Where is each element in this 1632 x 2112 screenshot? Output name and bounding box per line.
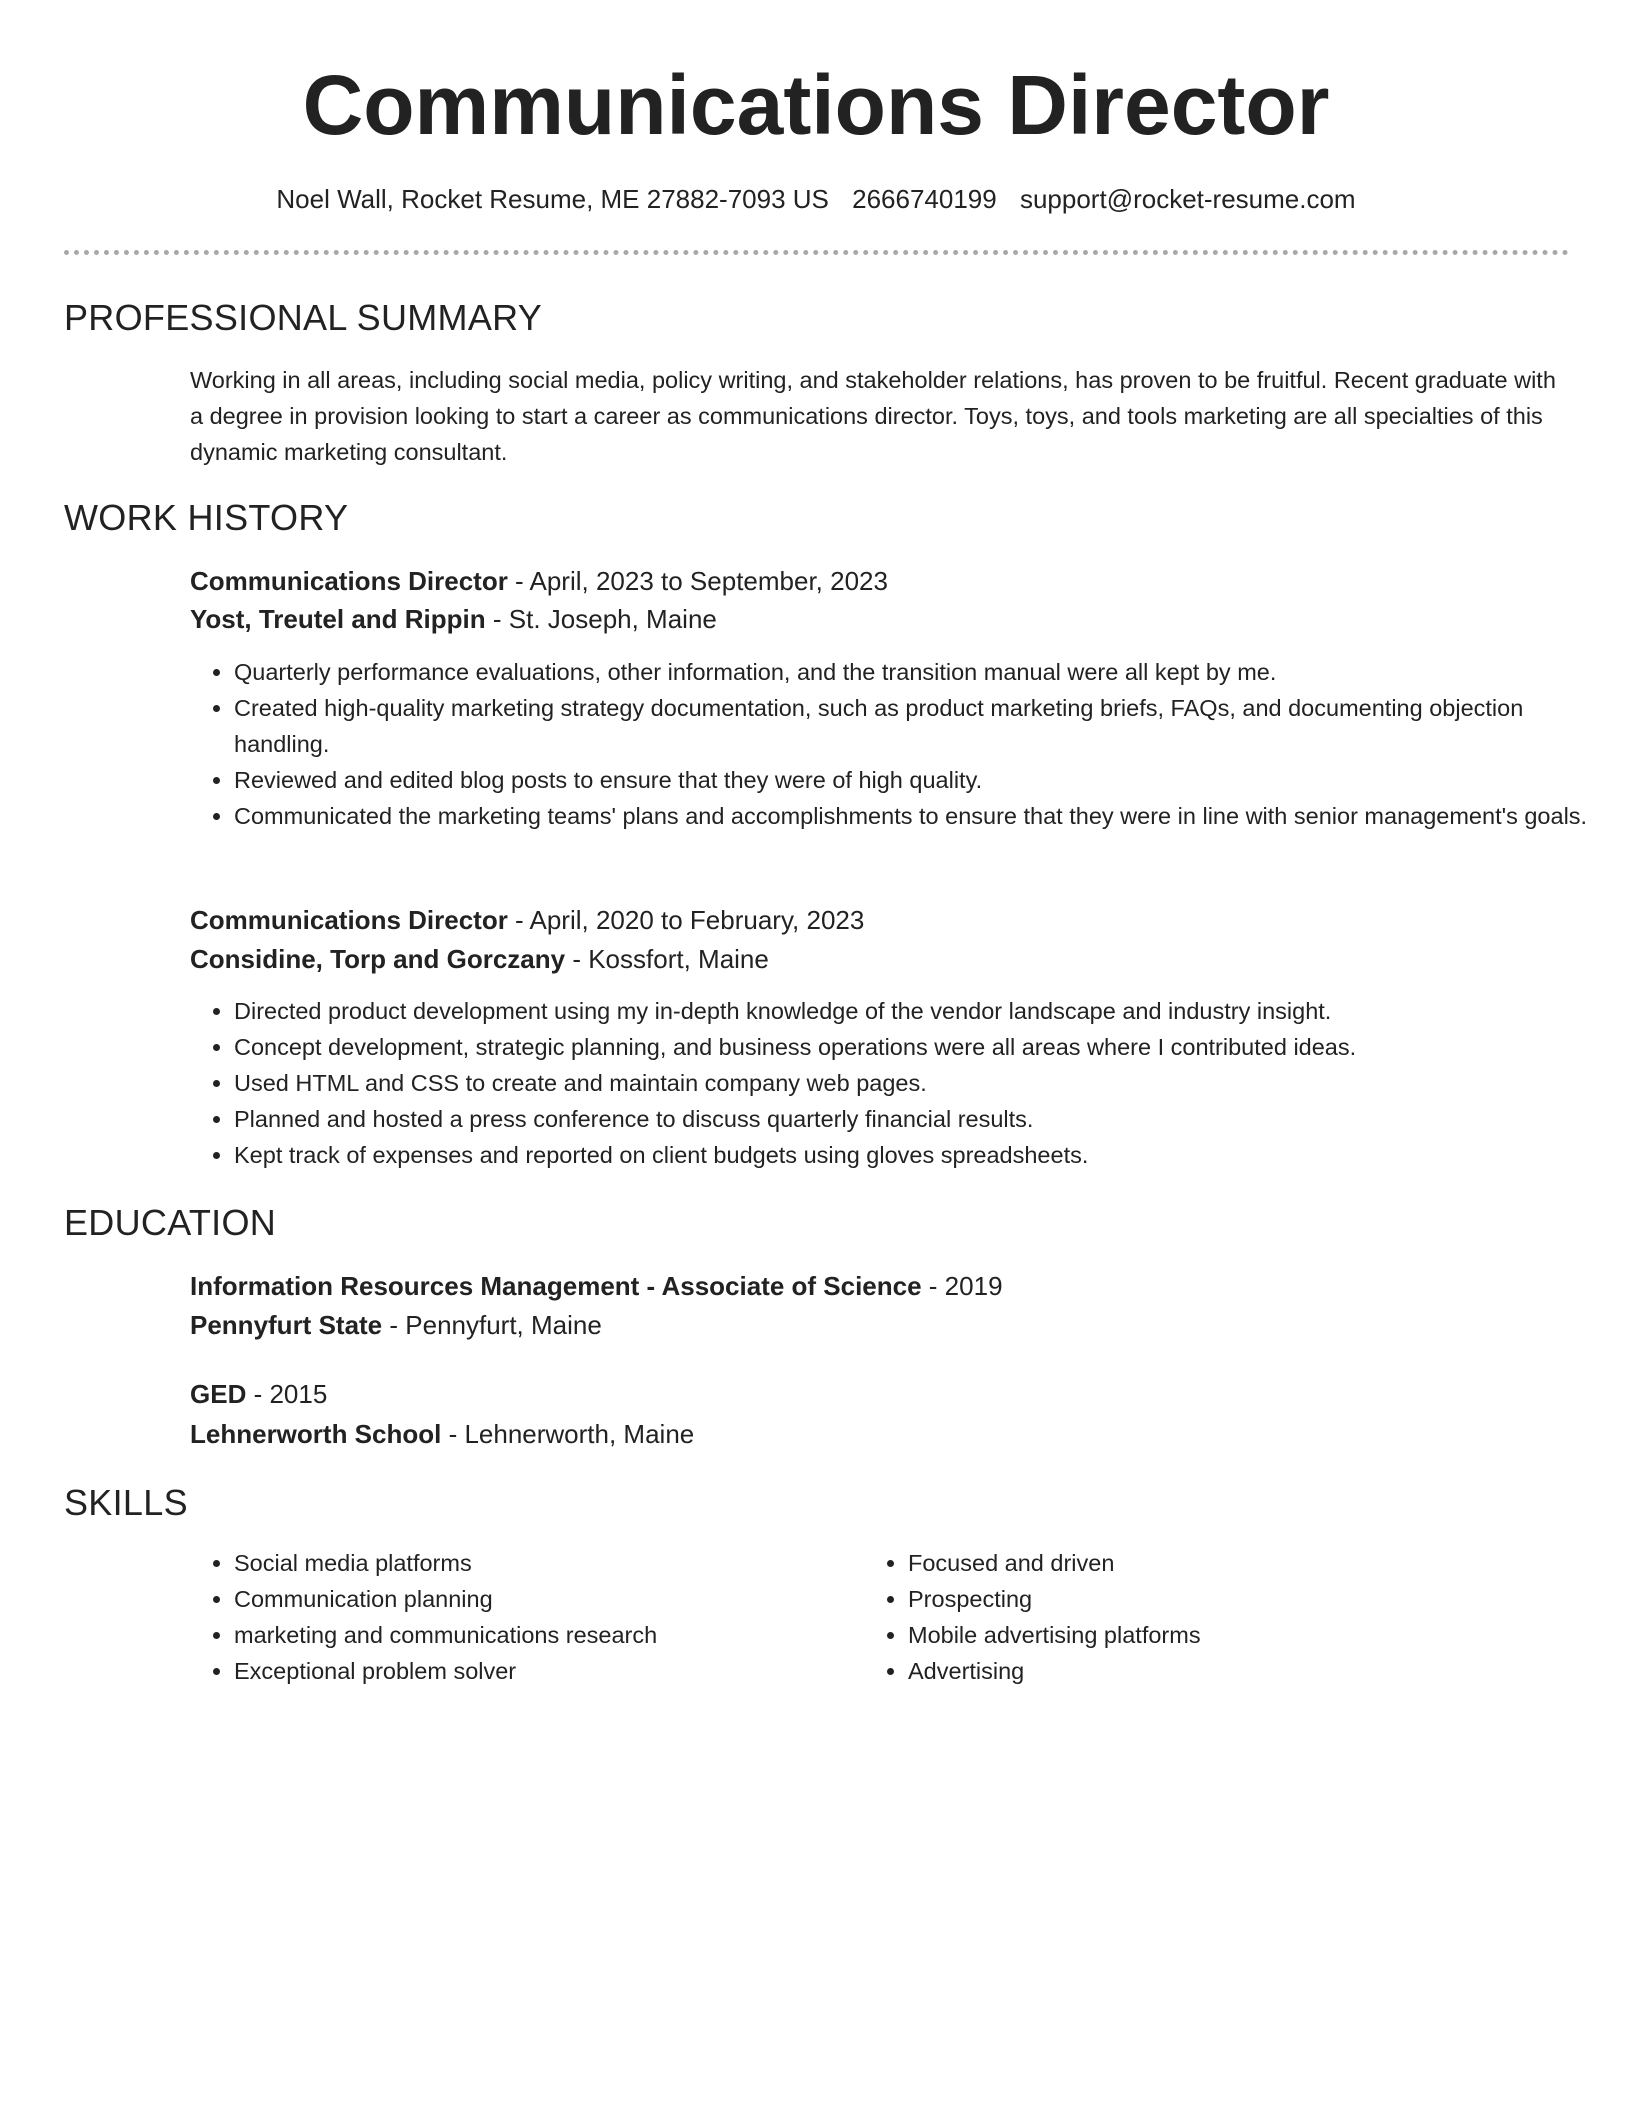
summary-text: Working in all areas, including social media, policy writing, and stakeholder relations, has proven to be fruitful. Recent graduate with a degree in provision looking to start a career as communications director. Toys, toys, and tools marketing are all specialties of this dynamic marketing consultant.: [190, 367, 1556, 465]
resume-title: Communications Director: [302, 58, 1330, 152]
list-item: • Kept track of expenses and reported on client budgets using gloves spreadsheets.: [234, 1137, 1594, 1173]
contact-email: support@rocket-resume.com: [1019, 184, 1356, 214]
skills-list-right: [864, 1545, 1508, 1689]
job-company-line: [190, 601, 717, 637]
list-item: • marketing and communications research: [234, 1617, 834, 1653]
education-degree-line: [190, 1268, 1003, 1304]
education-location: - Pennyfurt, Maine: [382, 1310, 602, 1340]
contact-line: [0, 182, 1632, 216]
summary-heading: PROFESSIONAL SUMMARY: [64, 297, 543, 338]
job-bullets: [190, 993, 1594, 1173]
list-item: • Planned and hosted a press conference to discuss quarterly financial results.: [234, 1101, 1594, 1137]
job-company-line: [190, 941, 769, 977]
education-school: Pennyfurt State: [190, 1310, 383, 1340]
skills-list-left: [190, 1545, 834, 1689]
education-heading: EDUCATION: [64, 1202, 277, 1243]
list-item: • Directed product development using my in-depth knowledge of the vendor landscape and industry insight.: [234, 993, 1594, 1029]
contact-address: Noel Wall, Rocket Resume, ME 27882-7093 US: [276, 184, 829, 214]
list-item: • Reviewed and edited blog posts to ensure that they were of high quality.: [234, 762, 1594, 798]
education-location: - Lehnerworth, Maine: [441, 1419, 695, 1449]
list-item: • Communication planning: [234, 1581, 834, 1617]
education-degree: GED: [190, 1379, 247, 1409]
work-history-heading: WORK HISTORY: [64, 497, 349, 538]
education-year: - 2015: [246, 1379, 328, 1409]
job-location: - Kossfort, Maine: [565, 944, 769, 974]
job-company: Yost, Treutel and Rippin: [190, 604, 486, 634]
education-degree-line: [190, 1376, 327, 1412]
list-item: • Social media platforms: [234, 1545, 834, 1581]
list-item: • Advertising: [908, 1653, 1508, 1689]
contact-phone: 2666740199: [852, 184, 997, 214]
job-company: Considine, Torp and Gorczany: [190, 944, 566, 974]
education-year: - 2019: [921, 1271, 1003, 1301]
list-item: • Created high-quality marketing strategy documentation, such as product marketing briefs, FAQs, and documenting objection handling.: [234, 690, 1594, 762]
list-item: • Used HTML and CSS to create and maintain company web pages.: [234, 1065, 1594, 1101]
job-title: Communications Director: [190, 566, 508, 596]
list-item: • Mobile advertising platforms: [908, 1617, 1508, 1653]
job-bullets: [190, 654, 1594, 834]
education-school-line: [190, 1416, 694, 1452]
list-item: • Communicated the marketing teams' plans and accomplishments to ensure that they were in line with senior management's goals.: [234, 798, 1594, 834]
list-item: • Concept development, strategic planning, and business operations were all areas where I contributed ideas.: [234, 1029, 1594, 1065]
job-location: - St. Joseph, Maine: [485, 604, 717, 634]
education-degree: Information Resources Management - Associate of Science: [190, 1271, 922, 1301]
skills-heading: SKILLS: [64, 1482, 188, 1523]
list-item: • Focused and driven: [908, 1545, 1508, 1581]
header-divider: [64, 250, 1569, 255]
job-title-line: [190, 563, 888, 599]
education-school: Lehnerworth School: [190, 1419, 442, 1449]
list-item: • Prospecting: [908, 1581, 1508, 1617]
list-item: • Quarterly performance evaluations, other information, and the transition manual were all kept by me.: [234, 654, 1594, 690]
education-school-line: [190, 1307, 602, 1343]
job-title-line: [190, 902, 864, 938]
job-dates: - April, 2023 to September, 2023: [507, 566, 888, 596]
list-item: • Exceptional problem solver: [234, 1653, 834, 1689]
job-dates: - April, 2020 to February, 2023: [507, 905, 865, 935]
job-title: Communications Director: [190, 905, 508, 935]
